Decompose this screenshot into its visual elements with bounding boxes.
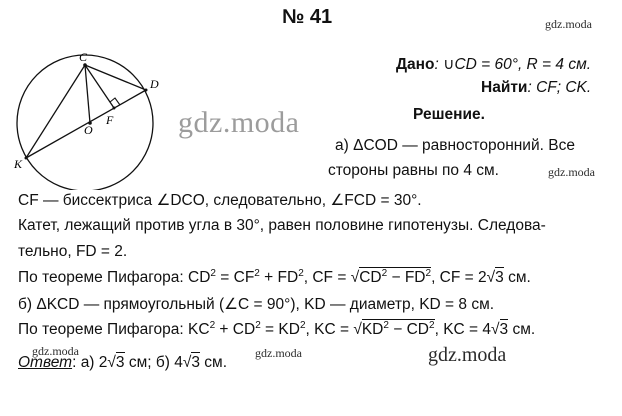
l6-part-f: − FD bbox=[387, 269, 426, 286]
sup: 2 bbox=[425, 268, 432, 279]
solution-title: Решение. bbox=[413, 106, 485, 123]
answer-label: Ответ bbox=[18, 354, 73, 371]
l8-part-d: , KC = bbox=[305, 321, 354, 338]
point-d bbox=[145, 89, 148, 92]
l6-part-c: + FD bbox=[259, 269, 299, 286]
answer-a-root: 3 bbox=[115, 354, 125, 371]
sup: 2 bbox=[429, 320, 435, 331]
watermark-bottom-center: gdz.moda bbox=[255, 346, 302, 360]
find-text: : CF; CK. bbox=[527, 79, 592, 96]
sup: 2 bbox=[254, 268, 260, 279]
answer-line bbox=[18, 354, 227, 372]
l6-part-i: см. bbox=[503, 269, 531, 286]
solution-line-7: б) ΔKCD — прямоугольный (∠C = 90°), KD — диаметр, KD = 8 см. bbox=[18, 296, 495, 313]
label-d: D bbox=[150, 77, 159, 91]
solution-line-6 bbox=[18, 269, 531, 287]
watermark-left-bottom: gdz.moda bbox=[32, 344, 79, 358]
l8-part-c: = KD bbox=[260, 321, 300, 338]
watermark-big: gdz.moda bbox=[178, 106, 300, 139]
l6-part-a: По теореме Пифагора: CD bbox=[18, 269, 211, 286]
label-o: O bbox=[84, 123, 93, 137]
l8-part-f: − CD bbox=[388, 321, 430, 338]
l8-part-b: + CD bbox=[215, 321, 256, 338]
answer-b: см; б) 4 bbox=[124, 354, 183, 371]
find-line bbox=[481, 79, 591, 97]
l8-part-g: , KC = 4 bbox=[434, 321, 492, 338]
sqrt-sign: √ bbox=[182, 354, 192, 371]
sqrt-sign: √ bbox=[107, 354, 116, 371]
circle-figure bbox=[10, 28, 170, 190]
watermark-top-right: gdz.moda bbox=[545, 17, 592, 31]
label-f: F bbox=[106, 113, 114, 127]
sup: 2 bbox=[381, 268, 388, 279]
solution-line-5: тельно, FD = 2. bbox=[18, 243, 128, 260]
solution-line-1: а) ΔCOD — равносторонний. Все bbox=[335, 137, 575, 154]
l6-part-e: CD bbox=[359, 269, 382, 286]
sup: 2 bbox=[210, 268, 216, 279]
sqrt-sign: √ bbox=[491, 321, 500, 338]
given-label: Дано bbox=[396, 56, 435, 73]
find-label: Найти bbox=[481, 79, 528, 96]
given-text: : ∪CD = 60°, R = 4 см. bbox=[434, 56, 592, 73]
l8-part-h: 3 bbox=[499, 321, 509, 338]
solution-line-4: Катет, лежащий против угла в 30°, равен половине гипотенузы. Следова- bbox=[18, 217, 546, 234]
l6-part-g: , CF = 2 bbox=[431, 269, 487, 286]
label-k: K bbox=[14, 157, 23, 171]
sqrt-radicand bbox=[359, 267, 431, 286]
sup: 2 bbox=[209, 320, 216, 331]
sup: 2 bbox=[298, 268, 304, 279]
solution-line-3: CF — биссектриса ∠DCO, следовательно, ∠FCD = 30°. bbox=[18, 192, 422, 209]
sup: 2 bbox=[299, 320, 306, 331]
point-k bbox=[25, 157, 28, 160]
watermark-right-mid: gdz.moda bbox=[548, 165, 595, 179]
label-c: C bbox=[79, 50, 88, 64]
sqrt-sign: √ bbox=[350, 269, 360, 286]
l8-part-a: По теореме Пифагора: KC bbox=[18, 321, 210, 338]
sup: 2 bbox=[255, 320, 261, 331]
sup: 2 bbox=[383, 320, 389, 331]
problem-number: № 41 bbox=[282, 6, 333, 28]
watermark-bottom-right: gdz.moda bbox=[428, 344, 507, 366]
l6-part-h: 3 bbox=[495, 269, 504, 286]
solution-line-8 bbox=[18, 321, 535, 339]
answer-a: : а) 2 bbox=[72, 354, 108, 371]
answer-b-root: 3 bbox=[191, 354, 200, 371]
given-line bbox=[396, 55, 591, 74]
l8-part-e: KD bbox=[361, 321, 384, 338]
segment-co bbox=[85, 65, 90, 123]
solution-line-2: стороны равны по 4 см. bbox=[328, 162, 499, 179]
sqrt-radicand bbox=[362, 319, 435, 338]
l8-part-i: см. bbox=[508, 321, 536, 338]
sqrt-sign: √ bbox=[353, 321, 362, 338]
chord-ck bbox=[26, 65, 85, 158]
point-f bbox=[113, 107, 116, 110]
answer-end: см. bbox=[199, 354, 228, 371]
l6-part-b: = CF bbox=[215, 269, 255, 286]
l6-part-d: , CF = bbox=[303, 269, 351, 286]
sqrt-sign: √ bbox=[486, 269, 496, 286]
